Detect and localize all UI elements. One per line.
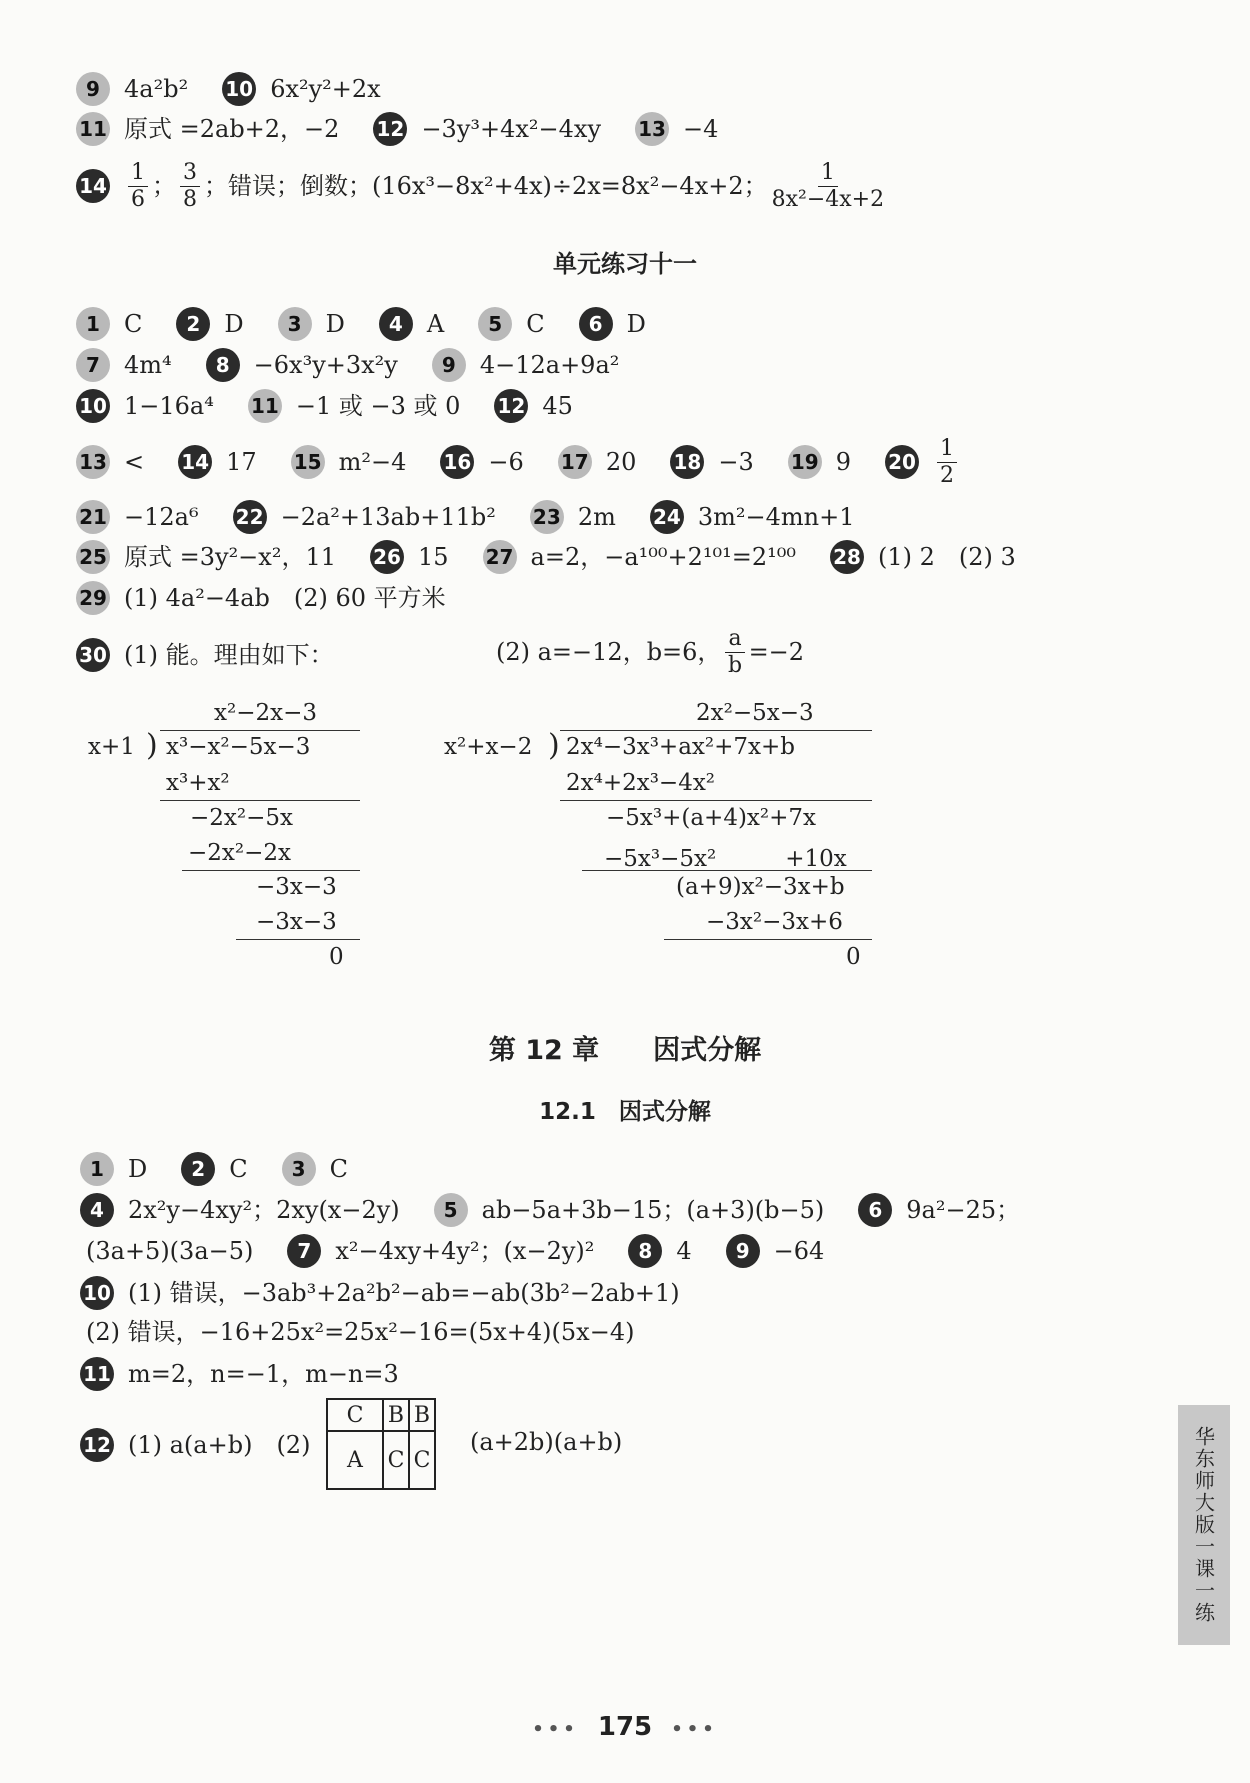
denominator: 2 (940, 462, 955, 488)
answer-item (858, 1193, 1020, 1227)
fraction (128, 160, 148, 213)
question-number: 18 (670, 445, 704, 479)
answer-item (788, 445, 851, 479)
answer-item (530, 500, 616, 534)
numerator: 1 (128, 160, 148, 187)
grid-cell: A (327, 1431, 383, 1489)
answer-item (726, 1234, 825, 1268)
answer-text: −6x³y+3x²y (253, 351, 398, 379)
question-number: 9 (726, 1234, 760, 1268)
question-number: 7 (76, 348, 110, 382)
step: −5x³+(a+4)x²+7x (606, 805, 816, 831)
step: (a+9)x²−3x+b (676, 874, 845, 900)
answer-item (176, 307, 243, 341)
question-number: 19 (788, 445, 822, 479)
answer-row-10 (80, 1276, 680, 1310)
question-number: 5 (478, 307, 512, 341)
answer-text: 原式 =2ab+2，−2 (124, 115, 340, 143)
question-number: 16 (440, 445, 474, 479)
answer-text: (3a+5)(3a−5) (86, 1237, 254, 1265)
answer-text: 17 (226, 448, 257, 476)
question-number: 3 (278, 307, 312, 341)
answer-text: −12a⁶ (124, 503, 199, 531)
answer-row-10-part2 (86, 1316, 634, 1348)
step-line (664, 939, 872, 940)
fraction (180, 160, 200, 213)
answer-text: D (325, 310, 345, 338)
denominator: b (727, 652, 743, 678)
answer-text: x²−4xy+4y²；(x−2y)² (335, 1237, 595, 1265)
question-number: 11 (248, 389, 282, 423)
question-number: 10 (80, 1276, 114, 1310)
answer-item (282, 1152, 348, 1186)
bracket: ) (548, 728, 560, 763)
answer-item (494, 389, 573, 423)
answer-row (76, 112, 752, 146)
answer-item (76, 307, 142, 341)
grid-cell: B (409, 1399, 435, 1431)
remainder: 0 (329, 944, 344, 970)
step-line (182, 870, 360, 871)
fraction (725, 626, 744, 679)
numerator: a (725, 626, 744, 653)
answer-row (76, 540, 1050, 574)
question-number: 13 (76, 445, 110, 479)
question-number: 10 (222, 72, 256, 106)
answer-text: −3y³+4x²−4xy (421, 115, 602, 143)
answer-item (76, 581, 446, 615)
step: −2x²−2x (188, 840, 291, 866)
step: −2x²−5x (190, 805, 293, 831)
answer-row (76, 436, 995, 488)
answer-text: 6x²y²+2x (270, 75, 381, 103)
answer-text: 1−16a⁴ (124, 392, 214, 420)
denominator: 6 (131, 186, 145, 212)
answer-item (76, 112, 339, 146)
answer-item (558, 445, 637, 479)
question-number: 9 (76, 72, 110, 106)
answer-row (76, 500, 889, 534)
answer-text: (2) 错误，−16+25x²=25x²−16=(5x+4)(5x−4) (86, 1318, 635, 1346)
question-number: 8 (206, 348, 240, 382)
answer-item (178, 445, 257, 479)
question-number: 12 (373, 112, 407, 146)
section-title: 12.1 因式分解 (539, 1099, 711, 1125)
answer-text: 9a²−25； (906, 1196, 1021, 1224)
step-line (160, 800, 360, 801)
question-number: 2 (176, 307, 210, 341)
answer-item (76, 445, 144, 479)
answer-row (76, 348, 653, 382)
step-line (582, 870, 872, 871)
answer-text: −64 (773, 1237, 825, 1265)
question-number: 14 (76, 169, 110, 203)
question-number: 20 (885, 445, 919, 479)
answer-text: (2) a=−12，b=6， (496, 638, 722, 666)
answer-text: (1) a(a+b) (2) (128, 1431, 311, 1459)
answer-item (181, 1152, 247, 1186)
answer-item (370, 540, 449, 574)
page-number: 175 (597, 1712, 653, 1742)
answer-text: 15 (418, 543, 449, 571)
question-number: 6 (579, 307, 613, 341)
bracket: ) (146, 728, 158, 763)
question-number: 13 (635, 112, 669, 146)
answer-item (373, 112, 601, 146)
answer-text: −2a²+13ab+11b² (280, 503, 496, 531)
area-grid (326, 1398, 436, 1490)
answer-text: m²−4 (338, 448, 407, 476)
answer-text: −1 或 −3 或 0 (295, 392, 461, 420)
answer-item (635, 112, 718, 146)
question-number: 1 (80, 1152, 114, 1186)
step: −3x−3 (256, 909, 337, 935)
fraction (937, 436, 957, 489)
answer-row-14 (76, 160, 888, 212)
answer-item (80, 1152, 147, 1186)
answer-row-11 (80, 1357, 399, 1391)
answer-text: 4−12a+9a² (479, 351, 620, 379)
answer-item (434, 1193, 825, 1227)
answer-text: 20 (605, 448, 637, 476)
answer-row (76, 581, 480, 615)
answer-row-12 (80, 1428, 310, 1462)
question-number: 4 (379, 307, 413, 341)
question-number: 29 (76, 581, 110, 615)
answer-row (76, 72, 415, 106)
answer-item (76, 348, 172, 382)
answer-text: a=2，−a¹⁰⁰+2¹⁰¹=2¹⁰⁰ (530, 543, 796, 571)
answer-text: C (526, 310, 545, 338)
answer-item (478, 307, 544, 341)
answer-text: (a+2b)(a+b) (470, 1428, 623, 1456)
quotient: x²−2x−3 (214, 700, 317, 726)
answer-row-30-part2 (496, 626, 804, 678)
answer-text: ab−5a+3b−15；(a+3)(b−5) (481, 1196, 825, 1224)
question-number: 6 (858, 1193, 892, 1227)
question-number: 26 (370, 540, 404, 574)
step: −5x³−5x² +10x (604, 846, 847, 872)
answer-row-30 (76, 638, 334, 672)
answer-item (432, 348, 620, 382)
step-line (236, 939, 360, 940)
question-number: 11 (76, 112, 110, 146)
answer-text: 原式 =3y²−x²，11 (124, 543, 336, 571)
question-number: 24 (650, 500, 684, 534)
step: x³+x² (166, 770, 230, 796)
answer-text: −4 (683, 115, 719, 143)
question-number: 25 (76, 540, 110, 574)
answer-text: C (329, 1155, 348, 1183)
question-number: 12 (494, 389, 528, 423)
denominator: 8 (183, 186, 197, 212)
answer-item (233, 500, 496, 534)
answer-item (76, 389, 214, 423)
question-number: 27 (483, 540, 517, 574)
question-number: 14 (178, 445, 212, 479)
question-number: 9 (432, 348, 466, 382)
answer-text: D (128, 1155, 148, 1183)
answer-text: C (229, 1155, 248, 1183)
answer-row (80, 1152, 382, 1186)
question-number: 1 (76, 307, 110, 341)
question-number: 17 (558, 445, 592, 479)
answer-text: −6 (488, 448, 524, 476)
dividend: 2x⁴−3x³+ax²+7x+b (566, 734, 795, 760)
answer-text: =−2 (748, 638, 805, 666)
side-tab-label: 华东师大版一课一练 (1191, 1426, 1216, 1624)
question-number: 30 (76, 638, 110, 672)
answer-item (650, 500, 855, 534)
answer-item (76, 540, 336, 574)
answer-item (670, 445, 753, 479)
answer-text: D (626, 310, 646, 338)
step: −3x²−3x+6 (706, 909, 843, 935)
answer-row (86, 1234, 858, 1268)
question-number: 23 (530, 500, 564, 534)
answer-text: C (124, 310, 143, 338)
answer-item (379, 307, 444, 341)
remainder: 0 (846, 944, 861, 970)
answer-text: (1) 能。理由如下： (124, 641, 334, 669)
question-number: 4 (80, 1193, 114, 1227)
answer-item (80, 1193, 400, 1227)
question-number: 2 (181, 1152, 215, 1186)
fraction (772, 160, 885, 213)
answer-item (291, 445, 407, 479)
answer-text: 9 (835, 448, 852, 476)
answer-text: D (224, 310, 244, 338)
answer-item (287, 1234, 594, 1268)
chapter-title: 第 12 章 因式分解 (488, 1035, 762, 1066)
answer-text: 2m (577, 503, 616, 531)
answer-text: 4m⁴ (124, 351, 172, 379)
grid-cell: C (383, 1431, 409, 1489)
question-number: 3 (282, 1152, 316, 1186)
answer-item (830, 540, 1016, 574)
question-number: 11 (80, 1357, 114, 1391)
grid-cell: C (327, 1399, 383, 1431)
question-number: 10 (76, 389, 110, 423)
question-number: 12 (80, 1428, 114, 1462)
answer-item (222, 72, 381, 106)
numerator: 3 (180, 160, 200, 187)
question-number: 22 (233, 500, 267, 534)
question-number: 7 (287, 1234, 321, 1268)
question-number: 5 (434, 1193, 468, 1227)
question-number: 8 (628, 1234, 662, 1268)
answer-item (579, 307, 646, 341)
section-title: 单元练习十一 (553, 250, 697, 278)
answer-text: 3m²−4mn+1 (697, 503, 855, 531)
divisor: x+1 (88, 734, 135, 760)
decor-dots: ••• (532, 1719, 579, 1740)
answer-text: (1) 4a²−4ab (2) 60 平方米 (124, 584, 446, 612)
answer-text: 2x²y−4xy²；2xy(x−2y) (128, 1196, 400, 1224)
answer-text: < (124, 448, 145, 476)
answer-item (76, 500, 199, 534)
answer-text: 45 (542, 392, 573, 420)
answer-item (248, 389, 461, 423)
answer-item (76, 72, 188, 106)
answer-row (76, 307, 680, 341)
question-number: 28 (830, 540, 864, 574)
question-number: 15 (291, 445, 325, 479)
numerator: 1 (937, 436, 957, 463)
answer-row-12-part2 (470, 1426, 622, 1458)
dividend: x³−x²−5x−3 (166, 734, 311, 760)
answer-row (80, 1193, 1054, 1227)
answer-item (206, 348, 398, 382)
answer-item (885, 436, 961, 489)
question-number: 21 (76, 500, 110, 534)
answer-text: 4 (676, 1237, 692, 1265)
numerator: 1 (818, 160, 838, 187)
division-bar (560, 730, 872, 731)
divisor: x²+x−2 (444, 734, 533, 760)
answer-row (76, 389, 607, 423)
step-line (560, 800, 872, 801)
decor-dots: ••• (671, 1719, 718, 1740)
step: 2x⁴+2x³−4x² (566, 770, 716, 796)
division-bar (160, 730, 360, 731)
side-tab (1178, 1405, 1230, 1645)
answer-item (440, 445, 523, 479)
answer-text: ；错误；倒数；(16x³−8x²+4x)÷2x=8x²−4x+2； (204, 172, 768, 200)
answer-item (628, 1234, 691, 1268)
separator: ； (152, 172, 176, 200)
grid-cell: B (383, 1399, 409, 1431)
answer-text: m=2，n=−1，m−n=3 (128, 1360, 399, 1388)
answer-text: −3 (718, 448, 754, 476)
grid-cell: C (409, 1431, 435, 1489)
answer-item (278, 307, 345, 341)
answer-text: (1) 错误，−3ab³+2a²b²−ab=−ab(3b²−2ab+1) (128, 1279, 680, 1307)
answer-text: 4a²b² (124, 75, 189, 103)
page-number-footer (0, 1712, 1250, 1742)
answer-text: A (426, 310, 445, 338)
answer-item (483, 540, 796, 574)
denominator: 8x²−4x+2 (771, 186, 885, 212)
answer-text: (1) 2 (2) 3 (878, 543, 1016, 571)
step: −3x−3 (256, 874, 337, 900)
quotient: 2x²−5x−3 (696, 700, 814, 726)
